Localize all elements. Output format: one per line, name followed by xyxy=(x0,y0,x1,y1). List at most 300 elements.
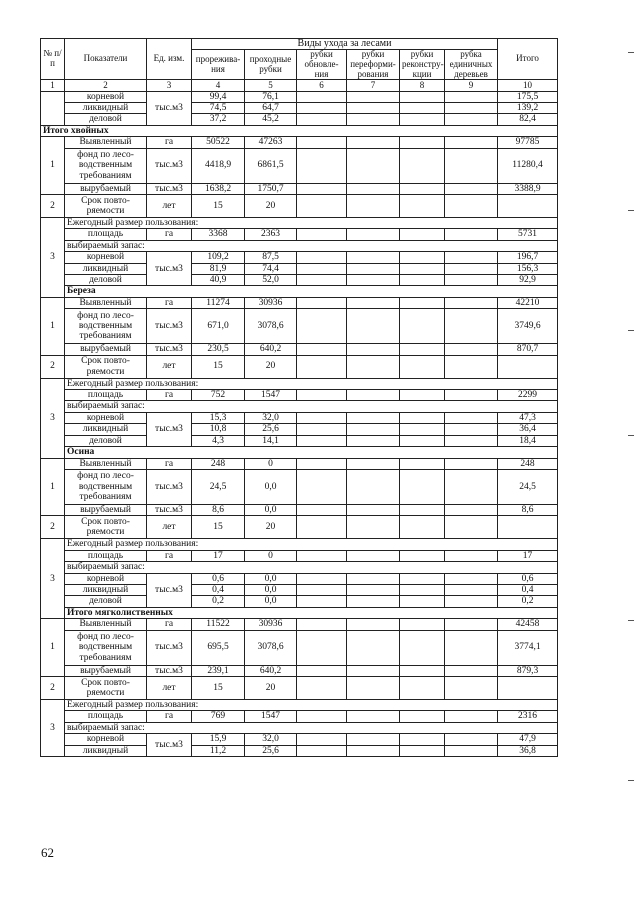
empty-cell xyxy=(445,412,498,423)
empty-cell xyxy=(445,91,498,102)
row-number: 1 xyxy=(41,137,65,195)
value-total: 97785 xyxy=(498,137,558,148)
value-thinning: 37,2 xyxy=(192,114,245,125)
indicator-label: Срок повто-ряемости xyxy=(65,355,147,378)
empty-cell xyxy=(400,148,445,183)
empty-cell xyxy=(297,412,347,423)
empty-cell xyxy=(347,137,400,148)
annual-row xyxy=(41,745,558,756)
empty-cell xyxy=(445,676,498,699)
empty-cell xyxy=(445,390,498,401)
col-number: 5 xyxy=(245,80,297,91)
empty-cell xyxy=(347,390,400,401)
value-thinning: 1638,2 xyxy=(192,183,245,194)
indicator-label: фонд по лесо-водственным требованиям xyxy=(65,309,147,344)
value-passage: 74,4 xyxy=(245,263,297,274)
empty-cell xyxy=(297,183,347,194)
empty-cell xyxy=(297,734,347,745)
annual-row xyxy=(41,240,558,251)
value-thinning: 15 xyxy=(192,516,245,539)
empty-cell xyxy=(297,309,347,344)
header-group: Виды ухода за лесами xyxy=(192,39,498,50)
unit-cell: тыс.м3 xyxy=(147,630,192,665)
stock-row xyxy=(41,309,558,344)
empty-cell xyxy=(400,504,445,515)
annual-row xyxy=(41,550,558,561)
annual-row xyxy=(41,390,558,401)
empty-cell xyxy=(400,665,445,676)
value-total: 18,4 xyxy=(498,435,558,446)
value-thinning: 4,3 xyxy=(192,435,245,446)
empty-cell xyxy=(400,573,445,584)
indicator-label: ликвидный xyxy=(65,584,147,595)
empty-cell xyxy=(400,275,445,286)
indicator-label: деловой xyxy=(65,435,147,446)
annual-row xyxy=(41,218,558,229)
empty-cell xyxy=(297,91,347,102)
empty-cell xyxy=(445,584,498,595)
value-total: 879,3 xyxy=(498,665,558,676)
empty-cell xyxy=(347,458,400,469)
empty-cell xyxy=(347,412,400,423)
header-type: рубки обновле-ния xyxy=(297,50,347,80)
empty-cell xyxy=(347,619,400,630)
empty-cell xyxy=(297,630,347,665)
empty-cell xyxy=(400,183,445,194)
empty-cell xyxy=(347,309,400,344)
stock-row xyxy=(41,619,558,630)
row-number: 2 xyxy=(41,676,65,699)
value-total xyxy=(498,195,558,218)
unit-cell: тыс.м3 xyxy=(147,665,192,676)
value-thinning: 40,9 xyxy=(192,275,245,286)
indicator-label: деловой xyxy=(65,596,147,607)
value-passage: 20 xyxy=(245,516,297,539)
indicator-label: Выявленный xyxy=(65,137,147,148)
unit-cell: тыс.м3 xyxy=(147,734,192,757)
value-thinning: 50522 xyxy=(192,137,245,148)
empty-cell xyxy=(445,114,498,125)
scan-edge-mark xyxy=(628,620,634,621)
empty-cell xyxy=(400,550,445,561)
section-title: Итого мягколиственных xyxy=(65,607,558,618)
row-number: 1 xyxy=(41,297,65,355)
indicator-label: корневой xyxy=(65,734,147,745)
continuation-row xyxy=(41,91,558,102)
unit-cell: лет xyxy=(147,516,192,539)
empty-cell xyxy=(347,275,400,286)
empty-cell xyxy=(347,263,400,274)
empty-cell xyxy=(297,458,347,469)
value-thinning: 99,4 xyxy=(192,91,245,102)
value-total: 0,4 xyxy=(498,584,558,595)
empty-cell xyxy=(347,745,400,756)
annual-row xyxy=(41,378,558,389)
annual-row xyxy=(41,412,558,423)
indicator-label: корневой xyxy=(65,573,147,584)
empty-cell xyxy=(400,355,445,378)
value-thinning: 74,5 xyxy=(192,102,245,113)
indicator-label: Выявленный xyxy=(65,619,147,630)
empty-cell xyxy=(297,390,347,401)
indicator-label: ликвидный xyxy=(65,263,147,274)
empty-cell xyxy=(400,711,445,722)
indicator-label: площадь xyxy=(65,229,147,240)
section-title-row xyxy=(41,447,558,458)
empty-cell xyxy=(347,148,400,183)
row-number: 3 xyxy=(41,218,65,298)
empty-cell xyxy=(297,584,347,595)
col-number: 3 xyxy=(147,80,192,91)
annual-row xyxy=(41,229,558,240)
indicator-label: площадь xyxy=(65,390,147,401)
empty-cell xyxy=(400,424,445,435)
value-total: 36,8 xyxy=(498,745,558,756)
value-passage: 14,1 xyxy=(245,435,297,446)
value-passage: 30936 xyxy=(245,297,297,308)
empty-cell xyxy=(347,676,400,699)
value-thinning: 24,5 xyxy=(192,469,245,504)
annual-row xyxy=(41,252,558,263)
indicator-label: Срок повто-ряемости xyxy=(65,195,147,218)
annual-row xyxy=(41,734,558,745)
value-passage: 640,2 xyxy=(245,665,297,676)
indicator-label: корневой xyxy=(65,412,147,423)
empty-cell xyxy=(297,148,347,183)
column-number-row xyxy=(41,80,558,91)
empty-cell xyxy=(400,412,445,423)
value-passage: 32,0 xyxy=(245,734,297,745)
value-thinning: 230,5 xyxy=(192,344,245,355)
empty-cell xyxy=(400,137,445,148)
row-number: 2 xyxy=(41,195,65,218)
empty-cell xyxy=(445,424,498,435)
empty-cell xyxy=(297,596,347,607)
stock-row xyxy=(41,469,558,504)
value-thinning: 0,2 xyxy=(192,596,245,607)
empty-cell xyxy=(400,469,445,504)
empty-cell xyxy=(347,252,400,263)
value-passage: 0,0 xyxy=(245,469,297,504)
col-number: 2 xyxy=(65,80,147,91)
value-total: 2316 xyxy=(498,711,558,722)
period-row xyxy=(41,195,558,218)
row-number: 3 xyxy=(41,699,65,756)
empty-cell xyxy=(347,424,400,435)
indicator-label: фонд по лесо-водственным требованиям xyxy=(65,148,147,183)
header-type: рубки реконстру-кции xyxy=(400,50,445,80)
empty-cell xyxy=(445,195,498,218)
empty-cell xyxy=(400,584,445,595)
empty-cell xyxy=(400,435,445,446)
empty-cell xyxy=(347,516,400,539)
annual-row xyxy=(41,275,558,286)
unit-cell: лет xyxy=(147,195,192,218)
value-passage: 0,0 xyxy=(245,573,297,584)
value-thinning: 11,2 xyxy=(192,745,245,756)
empty-cell xyxy=(347,102,400,113)
empty-cell xyxy=(400,516,445,539)
empty-cell xyxy=(445,550,498,561)
empty-cell xyxy=(400,676,445,699)
value-passage: 45,2 xyxy=(245,114,297,125)
value-total: 0,2 xyxy=(498,596,558,607)
empty-cell xyxy=(400,734,445,745)
annual-row xyxy=(41,573,558,584)
section-title: Итого хвойных xyxy=(41,125,558,136)
section-title-row xyxy=(41,286,558,297)
value-thinning: 10,8 xyxy=(192,424,245,435)
empty-cell xyxy=(445,745,498,756)
value-total: 92,9 xyxy=(498,275,558,286)
section-title: Береза xyxy=(65,286,558,297)
annual-row xyxy=(41,401,558,412)
annual-label: Ежегодный размер пользования: xyxy=(65,218,558,229)
empty-cell xyxy=(297,516,347,539)
unit-cell: лет xyxy=(147,676,192,699)
value-thinning: 695,5 xyxy=(192,630,245,665)
value-thinning: 8,6 xyxy=(192,504,245,515)
unit-cell: тыс.м3 xyxy=(147,573,192,607)
empty-cell xyxy=(445,137,498,148)
empty-cell xyxy=(445,630,498,665)
annual-row xyxy=(41,584,558,595)
indicator-label: площадь xyxy=(65,550,147,561)
value-total: 3774,1 xyxy=(498,630,558,665)
empty-cell xyxy=(347,297,400,308)
header-number: № п/ п xyxy=(41,39,65,80)
header-unit: Ед. изм. xyxy=(147,39,192,80)
value-thinning: 15 xyxy=(192,355,245,378)
indicator-label: Выявленный xyxy=(65,458,147,469)
value-thinning: 11522 xyxy=(192,619,245,630)
empty-cell xyxy=(445,469,498,504)
empty-cell xyxy=(297,344,347,355)
empty-cell xyxy=(445,619,498,630)
value-passage: 640,2 xyxy=(245,344,297,355)
empty-cell xyxy=(347,584,400,595)
empty-cell xyxy=(347,344,400,355)
annual-row xyxy=(41,539,558,550)
period-row xyxy=(41,355,558,378)
empty-cell xyxy=(297,275,347,286)
value-thinning: 15 xyxy=(192,195,245,218)
indicator-label: ликвидный xyxy=(65,424,147,435)
header-type: рубка единичных деревьев xyxy=(445,50,498,80)
value-passage: 0 xyxy=(245,458,297,469)
value-thinning: 15 xyxy=(192,676,245,699)
value-passage: 25,6 xyxy=(245,424,297,435)
unit-cell: тыс.м3 xyxy=(147,183,192,194)
value-total: 248 xyxy=(498,458,558,469)
empty-cell xyxy=(445,596,498,607)
value-thinning: 17 xyxy=(192,550,245,561)
row-number: 3 xyxy=(41,539,65,619)
value-total: 3749,6 xyxy=(498,309,558,344)
stock-label: выбираемый запас: xyxy=(65,722,558,733)
indicator-label: корневой xyxy=(65,91,147,102)
value-passage: 1750,7 xyxy=(245,183,297,194)
empty-cell xyxy=(445,252,498,263)
forest-care-table xyxy=(40,38,558,757)
value-thinning: 239,1 xyxy=(192,665,245,676)
stock-row xyxy=(41,458,558,469)
row-number: 2 xyxy=(41,355,65,378)
annual-label: Ежегодный размер пользования: xyxy=(65,378,558,389)
unit-cell: тыс.м3 xyxy=(147,252,192,286)
empty-cell xyxy=(297,263,347,274)
value-thinning: 15,9 xyxy=(192,734,245,745)
value-total xyxy=(498,516,558,539)
value-total: 156,3 xyxy=(498,263,558,274)
value-passage: 0,0 xyxy=(245,504,297,515)
col-number: 7 xyxy=(347,80,400,91)
value-passage: 3078,6 xyxy=(245,309,297,344)
value-thinning: 0,6 xyxy=(192,573,245,584)
annual-row xyxy=(41,711,558,722)
empty-cell xyxy=(400,596,445,607)
value-passage: 25,6 xyxy=(245,745,297,756)
empty-cell xyxy=(297,619,347,630)
empty-cell xyxy=(445,275,498,286)
value-thinning: 248 xyxy=(192,458,245,469)
value-total: 870,7 xyxy=(498,344,558,355)
stock-label: выбираемый запас: xyxy=(65,562,558,573)
empty-cell xyxy=(400,458,445,469)
value-total: 0,6 xyxy=(498,573,558,584)
empty-cell xyxy=(297,102,347,113)
value-thinning: 769 xyxy=(192,711,245,722)
value-thinning: 3368 xyxy=(192,229,245,240)
indicator-label: корневой xyxy=(65,252,147,263)
empty-cell xyxy=(400,619,445,630)
unit-cell: тыс.м3 xyxy=(147,309,192,344)
empty-cell xyxy=(400,263,445,274)
empty-cell xyxy=(347,550,400,561)
value-passage: 20 xyxy=(245,355,297,378)
value-total: 3388,9 xyxy=(498,183,558,194)
header-indicator: Показатели xyxy=(65,39,147,80)
empty-cell xyxy=(297,550,347,561)
row-number: 3 xyxy=(41,378,65,458)
empty-cell xyxy=(347,435,400,446)
empty-cell xyxy=(445,734,498,745)
stock-row xyxy=(41,137,558,148)
indicator-label: вырубаемый xyxy=(65,183,147,194)
annual-row xyxy=(41,424,558,435)
header-type: прорежива-ния xyxy=(192,50,245,80)
empty-cell xyxy=(347,229,400,240)
empty-cell xyxy=(347,469,400,504)
annual-row xyxy=(41,562,558,573)
indicator-label: деловой xyxy=(65,114,147,125)
unit-cell: га xyxy=(147,137,192,148)
empty-cell xyxy=(297,469,347,504)
value-total: 42458 xyxy=(498,619,558,630)
section-title-row xyxy=(41,125,558,136)
empty-cell xyxy=(347,504,400,515)
unit-cell: тыс.м3 xyxy=(147,344,192,355)
value-total: 8,6 xyxy=(498,504,558,515)
empty-cell xyxy=(445,504,498,515)
table-header xyxy=(41,39,558,92)
indicator-label: вырубаемый xyxy=(65,344,147,355)
empty-cell xyxy=(297,195,347,218)
value-passage: 87,5 xyxy=(245,252,297,263)
value-passage: 0,0 xyxy=(245,596,297,607)
empty-cell xyxy=(347,195,400,218)
unit-cell: га xyxy=(147,297,192,308)
value-total: 36,4 xyxy=(498,424,558,435)
value-passage: 76,1 xyxy=(245,91,297,102)
value-passage: 0 xyxy=(245,550,297,561)
col-number: 10 xyxy=(498,80,558,91)
stock-row xyxy=(41,344,558,355)
value-passage: 2363 xyxy=(245,229,297,240)
empty-cell xyxy=(400,630,445,665)
value-total xyxy=(498,355,558,378)
col-number: 4 xyxy=(192,80,245,91)
value-total: 24,5 xyxy=(498,469,558,504)
empty-cell xyxy=(297,137,347,148)
unit-cell: га xyxy=(147,711,192,722)
unit-cell: га xyxy=(147,390,192,401)
indicator-label: Срок повто-ряемости xyxy=(65,516,147,539)
empty-cell xyxy=(400,114,445,125)
col-number: 9 xyxy=(445,80,498,91)
unit-cell: тыс.м3 xyxy=(147,469,192,504)
empty-cell xyxy=(297,665,347,676)
empty-cell xyxy=(297,229,347,240)
value-total: 42210 xyxy=(498,297,558,308)
value-total: 139,2 xyxy=(498,102,558,113)
value-total: 11280,4 xyxy=(498,148,558,183)
empty-cell xyxy=(445,344,498,355)
value-thinning: 671,0 xyxy=(192,309,245,344)
empty-cell xyxy=(297,676,347,699)
empty-cell xyxy=(400,91,445,102)
empty-cell xyxy=(347,114,400,125)
value-total: 196,7 xyxy=(498,252,558,263)
empty-cell xyxy=(297,252,347,263)
row-number: 1 xyxy=(41,458,65,516)
empty-cell xyxy=(347,183,400,194)
empty-cell xyxy=(400,229,445,240)
empty-cell xyxy=(400,195,445,218)
unit-cell: тыс.м3 xyxy=(147,412,192,446)
scan-edge-mark xyxy=(628,52,634,53)
indicator-label: фонд по лесо-водственным требованиям xyxy=(65,630,147,665)
empty-cell xyxy=(445,665,498,676)
value-passage: 52,0 xyxy=(245,275,297,286)
stock-row xyxy=(41,630,558,665)
stock-row xyxy=(41,504,558,515)
value-passage: 20 xyxy=(245,676,297,699)
row-number xyxy=(41,91,65,125)
annual-row xyxy=(41,596,558,607)
value-passage: 0,0 xyxy=(245,584,297,595)
empty-cell xyxy=(445,263,498,274)
empty-cell xyxy=(445,573,498,584)
value-total: 17 xyxy=(498,550,558,561)
col-number: 6 xyxy=(297,80,347,91)
indicator-label: фонд по лесо-водственным требованиям xyxy=(65,469,147,504)
stock-row xyxy=(41,183,558,194)
scan-edge-mark xyxy=(628,780,634,781)
value-thinning: 0,4 xyxy=(192,584,245,595)
scan-edge-mark xyxy=(628,210,634,211)
indicator-label: вырубаемый xyxy=(65,504,147,515)
